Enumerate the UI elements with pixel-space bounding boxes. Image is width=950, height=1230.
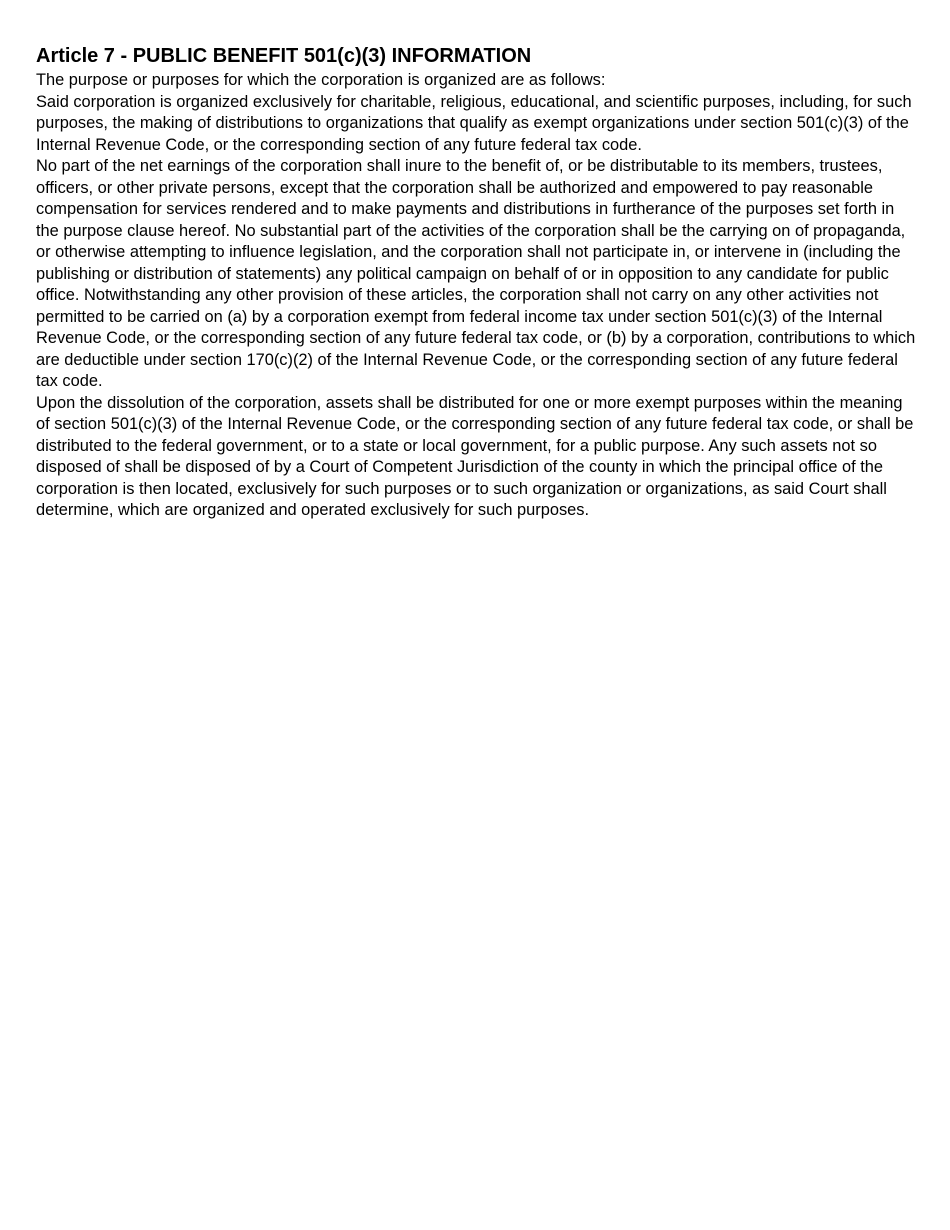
dissolution-paragraph: Upon the dissolution of the corporation, assets shall be distributed for one or more exempt purposes within the meaning of section 501(c)(3) of the Internal Revenue Code, or the corresponding section of any future federal tax code, or shall be distributed to the federal government, or to a state or local government, for a public purpose. Any such assets not so disposed of shall be disposed of by a Court of Competent Jurisdiction of the county in which the principal office of the corporation is then located, exclusively for such purposes or to such organization or organizations, as said Court shall determine, which are organized and operated exclusively for such purposes. (36, 393, 914, 519)
earnings-restriction-paragraph: No part of the net earnings of the corporation shall inure to the benefit of, or be distributable to its members, trustees, officers, or other private persons, except that the corporation shall be authorized and empowered to pay reasonable compensation for services rendered and to make payments and distributions in furtherance of the purposes set forth in the purpose clause hereof. No substantial part of the activities of the corporation shall be the carrying on of propaganda, or otherwise attempting to influence legislation, and the corporation shall not participate in, or intervene in (including the publishing or distribution of statements) any political campaign on behalf of or in opposition to any candidate for public office. Notwithstanding any other provision of these articles, the corporation shall not carry on any other activities not permitted to be carried on (a) by a corporation exempt from federal income tax under section 501(c)(3) of the Internal Revenue Code, or the corresponding section of any future federal tax code, or (b) by a corporation, contributions to which are deductible under section 170(c)(2) of the Internal Revenue Code, or the corresponding section of any future federal tax code. (36, 157, 916, 390)
document-page (36, 42, 918, 522)
purpose-paragraph: Said corporation is organized exclusively for charitable, religious, educational, and scientific purposes, including, for such purposes, the making of distributions to organizations that qualify as exempt organizations under section 501(c)(3) of the Internal Revenue Code, or the corresponding section of any future federal tax code. (36, 92, 912, 154)
article-intro: The purpose or purposes for which the corporation is organized are as follows: (36, 71, 606, 89)
article-title: Article 7 - PUBLIC BENEFIT 501(c)(3) INFORMATION (36, 45, 532, 67)
